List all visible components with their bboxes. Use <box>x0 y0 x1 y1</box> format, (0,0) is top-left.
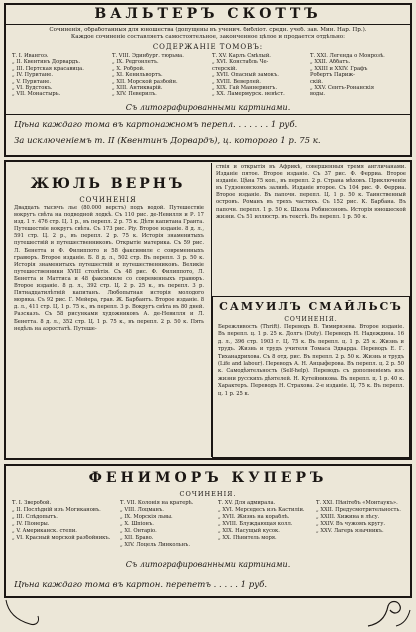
list-item: „ XXII. Предусмотрительность. <box>316 507 401 513</box>
list-item: Т. XXI. Легенда о Монрозѣ. <box>310 53 385 59</box>
list-item: „ XX. Пѣнитель моря. <box>218 535 277 541</box>
verne-left-text <box>14 205 204 453</box>
list-item: „ XIV. Певерилъ. <box>112 91 157 98</box>
list-item: „ XVIII. Блуждающая колл. <box>218 521 293 527</box>
list-item: „ IV. Пуританe. <box>12 72 54 79</box>
list-item: „ XI. Кенильвортъ. <box>112 72 163 79</box>
list-item: „ XXII. Аббатъ. <box>310 59 351 66</box>
list-item: „ XII. Браво. <box>120 535 154 541</box>
list-item: „ XXIV. Въ чужомъ кругу. <box>316 521 386 527</box>
list-item: „ XIII. Антикварій. <box>112 85 163 92</box>
list-item: „ X. Шпіонъ. <box>120 521 154 527</box>
cooper-subtitle: СОЧИНЕНІЯ. <box>179 490 237 498</box>
list-item: „ V. Американск. степи. <box>12 528 77 534</box>
list-item: Т. I. Ивангоэ. <box>12 53 49 59</box>
cooper-title: ФЕНИМОРЪ КУПЕРЪ <box>88 470 328 486</box>
list-item: скій. <box>310 78 323 85</box>
smiles-subtitle: СОЧИНЕНІЯ. <box>284 316 338 323</box>
list-item: Т. VII. Колонія на кратерѣ. <box>120 500 194 506</box>
list-item: „ XIX. Гай Маннерингъ. <box>212 85 277 92</box>
verne-column-divider <box>211 163 212 457</box>
scott-col-2 <box>112 53 210 98</box>
scott-col-4 <box>310 53 406 98</box>
list-item: „ XVII. Опасный замокъ. <box>212 72 279 79</box>
list-item: стерскій. <box>212 65 238 72</box>
list-item: „ VIII. Лоцманъ. <box>120 507 164 513</box>
smiles-paragraph: Бережливость (Thrift). Переводъ В. Тимирязева. Второе изданіе. Въ перепл. ц. 1 р. 25 к. Долгъ (Duty). Переводъ Н. Надеждина. 16 д. л., 396 стр. 1903 г. Ц. 75 к. Въ перепл. ц. 1 р. 25 к. Жизнь и трудъ. Жизнь и трудъ учителя Томаса Эдварда. Переводъ Е. Г. Тиханадрихова. Съ 8 отд. рис. Въ перепл. 2 р. 50 к. Жизнь и трудъ (Life and labour). Переводъ А. Н. Анцыферова. Въ перепл. ц. 2 р. 50 к. Самодѣятельность (Self-help). Переводъ съ дополненіемъ изъ жизни русскихъ дѣятелей. Н. Кутейникова. Въ перепл. ц. 1 р. 40 к. Характеръ. Переводъ Н. Страхова. 2-е изданіе. Ц. 75 к. Въ перепл. ц. 1 р. 25 к. <box>218 324 404 397</box>
list-item: „ XIV. Лоцель Линкольнъ. <box>120 542 190 548</box>
cooper-col-3 <box>218 500 314 542</box>
scott-lithograph-note: Съ литографированными картинами. <box>125 103 291 112</box>
list-item: „ XI. Онтаріо. <box>120 528 157 534</box>
list-item: „ X. Роброй. <box>112 65 145 72</box>
smiles-text <box>218 324 404 454</box>
smiles-title: САМУИЛЪ СМАЙЛЬСЪ <box>219 300 403 313</box>
cooper-col-1 <box>12 500 116 542</box>
scott-col-3 <box>212 53 310 98</box>
list-item: „ V. Пуритане. <box>12 78 51 85</box>
scott-price-line-2: За исключеніемъ т. II (Квентинъ Дорвардъ), ц. которого 1 р. 75 к. <box>14 136 321 146</box>
list-item: „ XXV. Лагерь язычникъ. <box>316 528 384 534</box>
cooper-col-2 <box>120 500 214 549</box>
scott-intro-1: Сочиненія, обработанныя для юношества (допущены въ ученич. библіот. средн. учеб. зав. Мин. Нар. Пр.). <box>49 27 367 33</box>
scott-intro-2: Каждое сочиненіе составляетъ самостоятельное, законченное цѣлое и продается отдѣльно: <box>70 34 346 40</box>
scott-title: ВАЛЬТЕРЪ СКОТТЪ <box>94 6 322 22</box>
scott-contents-title: СОДЕРЖАНІЕ ТОМОВЪ: <box>152 43 264 51</box>
list-item: „ II. Квентинъ Дорвардъ. <box>12 59 81 66</box>
verne-subtitle: СОЧИНЕНІЯ <box>79 196 137 204</box>
cooper-lithograph-note: Съ литографированными картинами. <box>125 560 291 569</box>
scott-title-rule <box>6 24 410 25</box>
list-item: „ IX. Морскія львы. <box>120 514 173 520</box>
corner-ornament-icon <box>4 598 44 628</box>
list-item: „ III. Пертская красавица. <box>12 65 84 72</box>
list-item: „ VII. Монастырь. <box>12 91 61 98</box>
list-item: „ III. Слѣдопытъ. <box>12 514 58 520</box>
list-item: Т. XV. Карлъ Смѣлый. <box>212 53 271 59</box>
list-item: „ XXIII. Хижина в лѣсу. <box>316 514 380 520</box>
list-item: Т. I. Зверобой. <box>12 500 52 506</box>
list-item: „ XX. Ламермурск. невѣст. <box>212 91 285 98</box>
scott-col-1 <box>12 53 110 98</box>
scroll-ornament-icon <box>366 598 412 628</box>
list-item: „ XVIII. Веверлей. <box>212 78 261 85</box>
list-item: Робертъ Париж- <box>310 72 355 79</box>
list-item: „ II. Послѣдній изъ Могикановъ. <box>12 507 101 513</box>
list-item: Т. VIII. Эдинбург. тюрьма. <box>112 53 184 59</box>
verne-right-paragraph: ствія и открытія въ Африкѣ, совершенныя тремя англичанами. Изданіе пятое. Второе изданіе. Съ 37 рис. Ф. Ферриа. Второе изданіе. Цѣна 75 коп., въ перепл. 2 р. Страна мѣховъ. Приключенія въ Гудзоновскомъ заливѣ. Изданіе второе. Съ 104 рис. Ф. Ферриа. Второе изданіе. Въ папочн. перепл. Ц. 1 р. 50 к. Таинственный островъ. Романъ въ трехъ частяхъ. Съ 152 рис. К. Барбана. Въ папочн. перепл. 1 р. 50 к. Школа Робинсоновъ. Исторія юношеской жизни. Съ 51 иллюстр. въ текстѣ. Въ перепл. 1 р. 50 к. <box>216 164 406 220</box>
list-item: воды. <box>310 91 326 98</box>
scott-price-line-1: Цѣна каждаго тома въ картонажномъ перепл. . . . . . . 1 руб. <box>14 120 298 130</box>
list-item: „ IV. Піонеры. <box>12 521 50 527</box>
verne-left-paragraph: Двадцать тысячъ лье (80.000 верстъ) подъ водой. Путешествіе вокругъ свѣта на подводной лодкѣ. Съ 110 рис. де-Невилля и Р. 17 изд. 1 т. 476 стр. Ц. 1 р., въ перепл. 2 р. 75 к. Дѣти капитана Гранта. Путешествіе вокругъ свѣта. Съ 173 рис. Рiy. Второе изданіе. 8 д. л., 591 стр. Ц. 2 р., въ перепл. 2 р. 75 к. Исторія знаменитыхъ путешествій и путешественниковъ. Открытіе материка. Съ 59 рис. Л. Бенетта и Ф. Филиппото и 58 факсимиле с современныхъ гравюръ. Второе изданіе. Б. 8 д. л., 502 стр. Въ перепл. 3 р. 50 к. Исторія знаменитыхъ путешествій и путешественниковъ. Великіе путешественники XVIII столѣтія. Съ 48 рис. Ф. Филиппото, Л. Бенетта и Маттиса и 48 факсимиле со современныхъ гравюръ. Второе изданіе. 8 д. л., 392 стр. Ц. 2 р. 25 к., въ перепл. 3 р. Пятнадцатилѣтній капитанъ. Любопытная исторія молодого моряка. Съ 92 рис. Г. Мейера, грав. Ж. Барбантъ. Второе изданіе. 8 д. л., 411 стр. Ц. 1 р. 75 к., въ перепл. 3 р. Вокругъ свѣта въ 80 дней. Разсказъ. Съ 58 рисунками художниковъ А. де-Невилля и Л. Бенетта. 8 д. л., 352 стр. Ц. 1 р. 75 к., въ перепл. 2 р. 50 к. Пять недѣль на аэростатѣ. Путеше- <box>14 205 204 332</box>
list-item: „ XXIII и XXIV. Графъ <box>310 65 368 72</box>
list-item: „ XIX. Насущый кусок. <box>218 528 280 534</box>
scott-price-rule <box>6 114 410 115</box>
list-item: „ XVI. Констабль Чe- <box>212 59 269 66</box>
list-item: „ XII. Морской разбойн. <box>112 78 178 85</box>
list-item: „ VI. Красный морской разбойникъ. <box>12 535 111 541</box>
verne-title: ЖЮЛЬ ВЕРНЪ <box>30 176 186 192</box>
verne-right-text <box>216 164 406 290</box>
list-item: „ VI. Вудстокъ. <box>12 85 53 92</box>
list-item: „ IX. Редгонлетъ. <box>112 59 159 66</box>
list-item: Т. XV. Для адмирала. <box>218 500 276 506</box>
cooper-price-line: Цѣна каждаго тома въ картон. перепетъ . . . . . 1 руб. <box>14 580 268 590</box>
cooper-col-4 <box>316 500 408 535</box>
list-item: „ XXV. Сентъ-Ронанскія <box>310 85 374 92</box>
list-item: Т. XXI. Пѣнітебъ «Монтаукъ». <box>316 500 398 506</box>
list-item: „ XVII. Жизнь на кораблѣ. <box>218 514 290 520</box>
list-item: „ XVI. Мерседесъ изъ Кастиліи. <box>218 507 305 513</box>
